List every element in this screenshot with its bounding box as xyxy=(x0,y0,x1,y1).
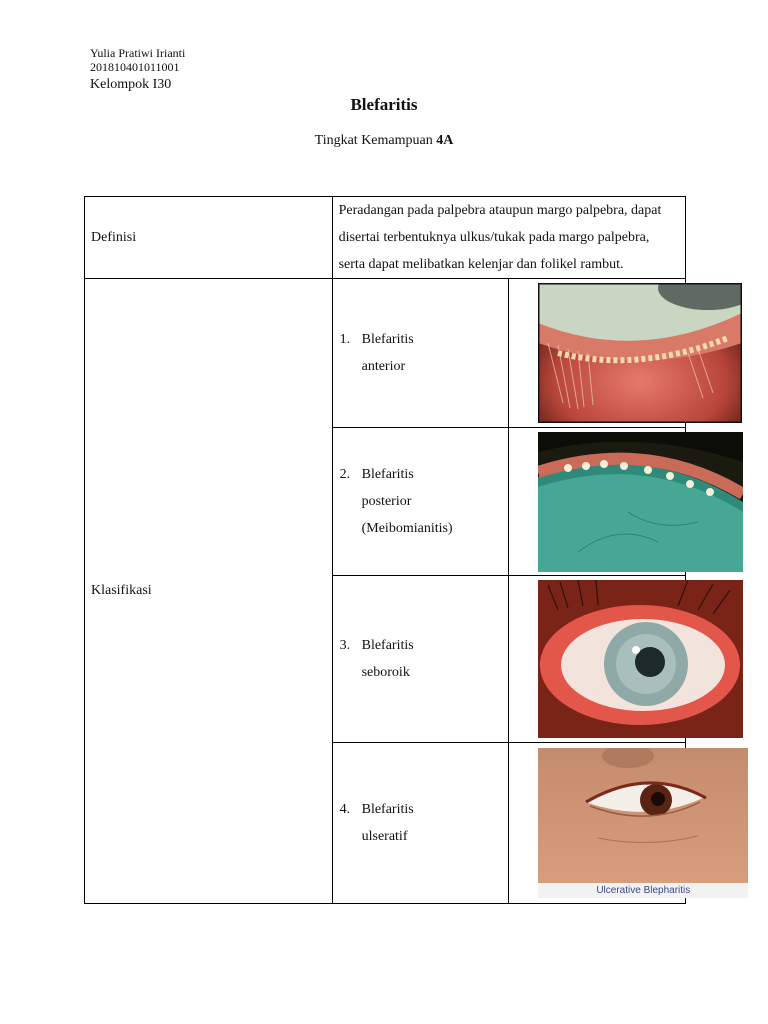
item-name: Blefaritis xyxy=(361,802,414,817)
item-type: ulseratif xyxy=(361,829,408,844)
item-type: anterior xyxy=(361,359,406,374)
item-name: Blefaritis xyxy=(361,638,414,653)
competency-value: 4A xyxy=(436,133,454,148)
image-cell-2 xyxy=(509,428,686,576)
image-caption: Ulcerative Blepharitis xyxy=(538,883,748,898)
author-name: Yulia Pratiwi Irianti xyxy=(90,46,186,60)
student-id: 201810401011001 xyxy=(90,60,180,74)
item-name: Blefaritis xyxy=(361,467,414,482)
item-number: 4. xyxy=(339,802,351,817)
item-name: Blefaritis xyxy=(361,332,414,347)
competency-level xyxy=(0,132,768,150)
item-alias: (Meibomianitis) xyxy=(361,521,453,536)
disease-table xyxy=(84,196,691,904)
definition-row xyxy=(85,197,686,279)
image-cell-1 xyxy=(509,279,686,428)
image-cell-4 xyxy=(509,743,691,904)
classification-label: Klasifikasi xyxy=(85,279,333,904)
seborrheic-blepharitis-photo xyxy=(538,580,743,738)
item-number: 1. xyxy=(339,332,351,347)
posterior-blepharitis-photo xyxy=(538,432,743,572)
page-title: Blefaritis xyxy=(350,95,418,114)
competency-label: Tingkat Kemampuan xyxy=(314,133,437,148)
image-cell-3 xyxy=(509,576,686,743)
anterior-blepharitis-photo xyxy=(538,283,742,423)
classification-item-4 xyxy=(332,743,509,904)
item-number: 2. xyxy=(339,467,351,482)
classification-item-2 xyxy=(332,428,509,576)
classification-row-1 xyxy=(85,279,686,428)
classification-item-1 xyxy=(332,279,509,428)
definition-cell xyxy=(332,197,685,279)
item-number: 3. xyxy=(339,638,351,653)
item-type: seboroik xyxy=(361,665,410,680)
classification-item-3 xyxy=(332,576,509,743)
group-name: Kelompok I30 xyxy=(90,77,172,92)
ulcerative-blepharitis-photo xyxy=(538,748,748,898)
definition-text: Peradangan pada palpebra ataupun margo palpebra, dapat disertai terbentuknya ulkus/tukak pada margo palpebra, serta dapat melibatkan kelenjar dan folikel rambut. xyxy=(338,203,662,272)
definition-label: Definisi xyxy=(85,197,333,279)
item-type: posterior xyxy=(361,494,412,509)
